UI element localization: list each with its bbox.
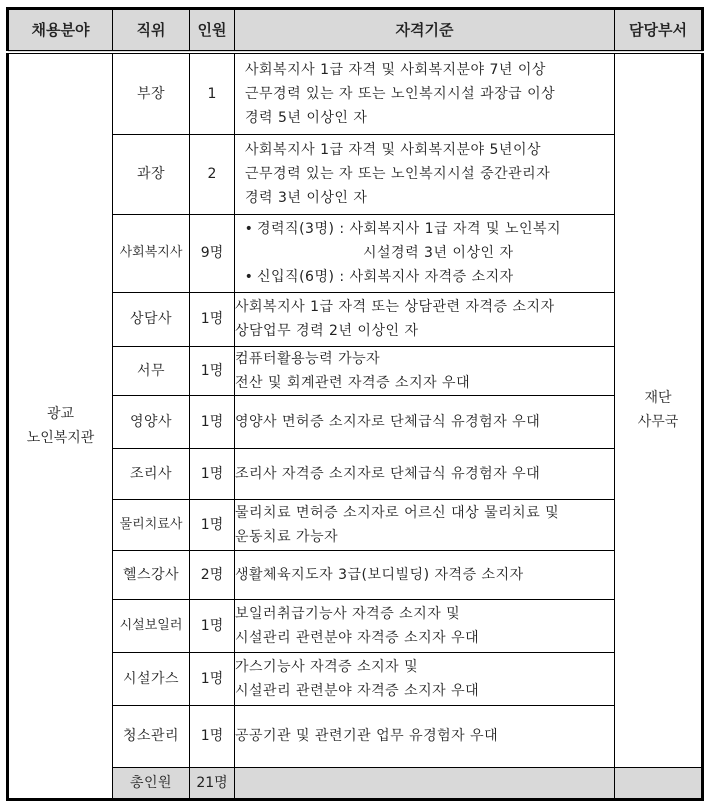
position-cell: 영양사: [113, 395, 190, 448]
position-cell: 물리치료사: [113, 499, 190, 550]
count-cell: 9명: [190, 214, 235, 292]
criteria-line: 전산 및 회계관련 자격증 소지자 우대: [235, 374, 471, 391]
criteria-cell: [235, 134, 615, 214]
criteria-line: 물리치료 면허증 소지자로 어르신 대상 물리치료 및: [235, 504, 560, 521]
field-cell: [8, 52, 113, 799]
position-cell: 서무: [113, 346, 190, 395]
department-line: 재단: [644, 390, 672, 407]
criteria-line: 사회복지사 1급 자격 또는 상담관련 자격증 소지자: [235, 299, 555, 315]
table-row: [8, 599, 703, 652]
table-row: [8, 346, 703, 395]
header-criteria: 자격기준: [235, 9, 615, 53]
count-cell: 1명: [190, 448, 235, 499]
criteria-line: 컴퓨터활용능력 가능자: [235, 350, 381, 367]
count-cell: 1명: [190, 599, 235, 652]
table-row: [8, 705, 703, 767]
count-cell: 1: [190, 52, 235, 134]
criteria-line: 시설관리 관련분야 자격증 소지자 우대: [235, 682, 480, 699]
criteria-cell: [235, 52, 615, 134]
criteria-continuation: 시설경력 3년 이상인 자: [363, 245, 514, 261]
criteria-cell: [235, 214, 615, 292]
header-department: 담당부서: [615, 9, 703, 53]
criteria-line: 경력 3년 이상인 자: [245, 190, 368, 206]
count-cell: 1명: [190, 705, 235, 767]
position-cell: 상담사: [113, 292, 190, 346]
total-count: 21명: [190, 767, 235, 799]
total-department-empty: [615, 767, 703, 799]
bullet-icon: •: [244, 269, 254, 285]
position-cell: 시설가스: [113, 652, 190, 705]
count-cell: 2: [190, 134, 235, 214]
header-count: 인원: [190, 9, 235, 53]
field-line: 노인복지관: [26, 429, 95, 446]
criteria-cell: [235, 346, 615, 395]
count-cell: 1명: [190, 346, 235, 395]
criteria-line: 근무경력 있는 자 또는 노인복지시설 과장급 이상: [245, 85, 556, 102]
position-cell: 헬스강사: [113, 550, 190, 599]
count-cell: 1명: [190, 499, 235, 550]
criteria-line: 조리사 자격증 소지자로 단체급식 유경험자 우대: [235, 465, 541, 482]
table-row: [8, 448, 703, 499]
criteria-cell: [235, 550, 615, 599]
table-row: [8, 499, 703, 550]
position-cell: 시설보일러: [113, 599, 190, 652]
position-cell: 부장: [113, 52, 190, 134]
header-position: 직위: [113, 9, 190, 53]
position-cell: 청소관리: [113, 705, 190, 767]
count-cell: 1명: [190, 652, 235, 705]
criteria-line: 사회복지사 1급 자격 및 사회복지분야 7년 이상: [245, 61, 546, 78]
criteria-line: 보일러취급기능사 자격증 소지자 및: [235, 605, 461, 622]
criteria-cell: [235, 599, 615, 652]
criteria-cell: [235, 448, 615, 499]
criteria-line: 시설관리 관련분야 자격증 소지자 우대: [235, 629, 480, 646]
header-row: [8, 9, 703, 53]
table-row: [8, 292, 703, 346]
criteria-line: 운동치료 가능자: [235, 528, 339, 545]
table-row: [8, 52, 703, 134]
table-row: [8, 214, 703, 292]
criteria-cell: [235, 499, 615, 550]
position-cell: 조리사: [113, 448, 190, 499]
criteria-line: 가스기능사 자격증 소지자 및: [235, 658, 419, 675]
table-row: [8, 652, 703, 705]
criteria-line: 공공기관 및 관련기관 업무 유경험자 우대: [235, 728, 499, 744]
criteria-line: 경력 5년 이상인 자: [245, 109, 368, 126]
position-cell: 과장: [113, 134, 190, 214]
criteria-line: 근무경력 있는 자 또는 노인복지시설 중간관리자: [245, 166, 551, 182]
total-row: [8, 767, 703, 799]
table-row: [8, 395, 703, 448]
criteria-line: 상담업무 경력 2년 이상인 자: [235, 323, 419, 339]
count-cell: 1명: [190, 292, 235, 346]
total-criteria-empty: [235, 767, 615, 799]
recruitment-table: [6, 7, 704, 801]
field-line: 광교: [46, 405, 75, 422]
header-field: 채용분야: [8, 9, 113, 53]
department-line: 사무국: [637, 414, 679, 431]
bullet-icon: •: [244, 221, 254, 237]
criteria-cell: [235, 292, 615, 346]
criteria-text: 경력직(3명) : 사회복지사 1급 자격 및 노인복지: [257, 221, 562, 237]
count-cell: 1명: [190, 395, 235, 448]
count-cell: 2명: [190, 550, 235, 599]
criteria-line: 생활체육지도자 3급(보디빌딩) 자격증 소지자: [235, 566, 524, 583]
total-label: 총인원: [113, 767, 190, 799]
table-row: [8, 134, 703, 214]
criteria-cell: [235, 395, 615, 448]
criteria-text: 신입직(6명) : 사회복지사 자격증 소지자: [257, 269, 514, 285]
criteria-bullet-item: [241, 217, 614, 241]
criteria-bullet-item: [241, 265, 614, 289]
criteria-line: 사회복지사 1급 자격 및 사회복지분야 5년이상: [245, 142, 541, 158]
criteria-cell: [235, 652, 615, 705]
criteria-cell: [235, 705, 615, 767]
position-cell: 사회복지사: [113, 214, 190, 292]
criteria-line: 영양사 면허증 소지자로 단체급식 유경험자 우대: [235, 413, 541, 430]
table-row: [8, 550, 703, 599]
department-cell: [615, 52, 703, 767]
